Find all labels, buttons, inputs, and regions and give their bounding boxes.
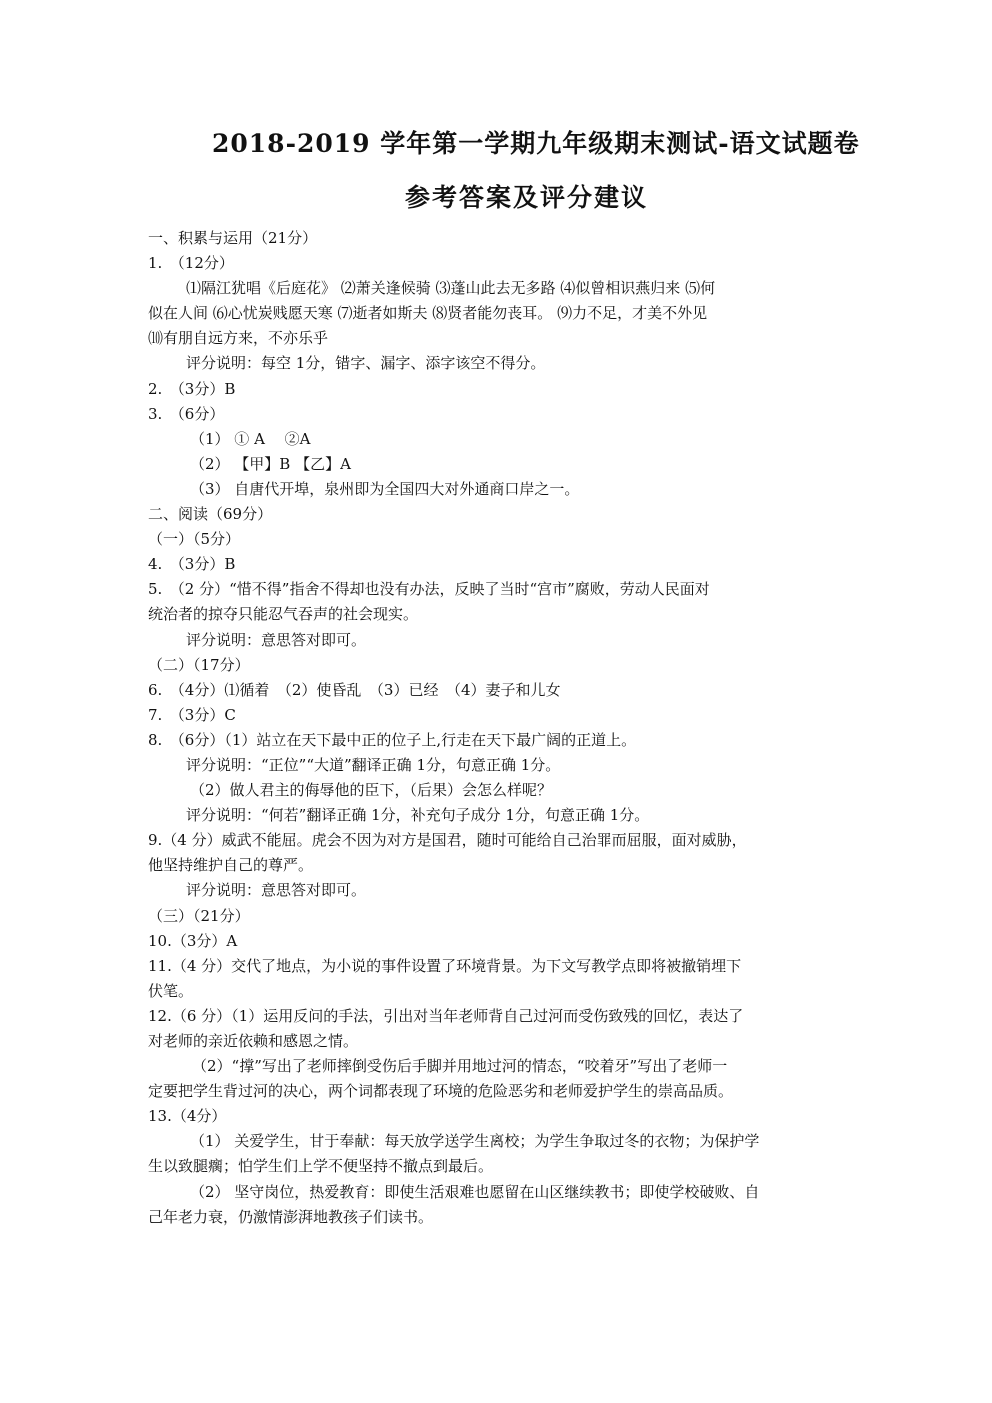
text-line: （二）（17分） <box>148 655 250 674</box>
text-line: 二、阅读（69分） <box>148 505 273 524</box>
text-line: ⑽有朋自远方来，不亦乐乎 <box>148 329 329 348</box>
text-line: （1） ① A ②A <box>190 429 311 448</box>
text-line: 7. （3分）C <box>148 705 236 724</box>
text-line: （2）“撑”写出了老师摔倒受伤后手脚并用地过河的情态，“咬着牙”写出了老师一 <box>192 1057 728 1076</box>
text-line: （2） 【甲】B 【乙】A <box>190 454 351 473</box>
text-line: 2. （3分）B <box>148 379 236 398</box>
text-line: （3） 自唐代开埠，泉州即为全国四大对外通商口岸之一。 <box>190 479 580 498</box>
text-line: 伏笔。 <box>148 981 194 1000</box>
text-line: 评分说明：意思答对即可。 <box>186 630 367 649</box>
text-line: 9.（4 分）威武不能屈。虎会不因为对方是国君，随时可能给自己治罪而屈服，面对威胁， <box>148 831 747 850</box>
text-line: 统治者的掠夺只能忍气吞声的社会现实。 <box>148 605 419 624</box>
text-line: ⑴隔江犹唱《后庭花》 ⑵萧关逢候骑 ⑶蓬山此去无多路 ⑷似曾相识燕归来 ⑸何 <box>186 279 716 298</box>
text-line: 评分说明：意思答对即可。 <box>186 881 367 900</box>
document-subtitle: 参考答案及评分建议 <box>405 183 649 212</box>
text-line: 10.（3分）A <box>148 931 238 950</box>
text-line: （1） 关爱学生，甘于奉献：每天放学送学生离校；为学生争取过冬的衣物；为保护学 <box>190 1132 760 1151</box>
text-line: 8. （6分）（1）站立在天下最中正的位子上,行走在天下最广阔的正道上。 <box>148 730 637 749</box>
text-line: 对老师的亲近依赖和感恩之情。 <box>148 1032 359 1050</box>
text-line: 评分说明：“正位”“大道”翻译正确 1分，句意正确 1分。 <box>186 755 561 774</box>
text-line: （2）做人君主的侮辱他的臣下，（后果）会怎么样呢？ <box>190 781 553 800</box>
text-line: 11.（4 分）交代了地点，为小说的事件设置了环境背景。为下文写教学点即将被撤销埋下 <box>148 956 742 975</box>
text-line: 评分说明：每空 1分，错字、漏字、添字该空不得分。 <box>186 354 546 373</box>
document-title: 2018-2019 学年第一学期九年级期末测试-语文试题卷 <box>212 129 860 158</box>
text-line: 12.（6 分）（1）运用反问的手法，引出对当年老师背自己过河而受伤致残的回忆，表达了 <box>148 1006 744 1025</box>
text-line: 似在人间 ⑹心忧炭贱愿天寒 ⑺逝者如斯夫 ⑻贤者能勿丧耳。 ⑼力不足，才美不外见 <box>148 304 708 323</box>
text-line: （一）（5分） <box>148 530 241 549</box>
text-line: 4. （3分）B <box>148 555 236 574</box>
text-line: 一、积累与运用（21分） <box>148 229 318 247</box>
text-line: 13.（4分） <box>148 1107 227 1126</box>
text-line: 6. （4分）⑴循着 （2）使昏乱 （3）已经 （4）妻子和儿女 <box>148 680 561 699</box>
text-line: 定要把学生背过河的决心，两个词都表现了环境的危险恶劣和老师爱护学生的崇高品质。 <box>148 1082 734 1101</box>
text-line: 5. （2 分）“惜不得”指舍不得却也没有办法，反映了当时“宫市”腐败，劳动人民面对 <box>148 580 710 599</box>
text-line: （2） 坚守岗位，热爱教育：即使生活艰难也愿留在山区继续教书；即使学校破败、自 <box>190 1182 760 1201</box>
text-line: 他坚持维护自己的尊严。 <box>148 856 314 875</box>
text-line: 评分说明：“何若”翻译正确 1分，补充句子成分 1分，句意正确 1分。 <box>186 806 650 825</box>
text-line: 生以致腿瘸；怕学生们上学不便坚持不撤点到最后。 <box>148 1157 494 1176</box>
text-line: 己年老力衰，仍激情澎湃地教孩子们读书。 <box>148 1207 434 1226</box>
text-line: （三）（21分） <box>148 906 250 925</box>
text-line: 1. （12分） <box>148 254 234 273</box>
answer-body <box>148 226 848 1230</box>
text-line: 3. （6分） <box>148 404 225 423</box>
